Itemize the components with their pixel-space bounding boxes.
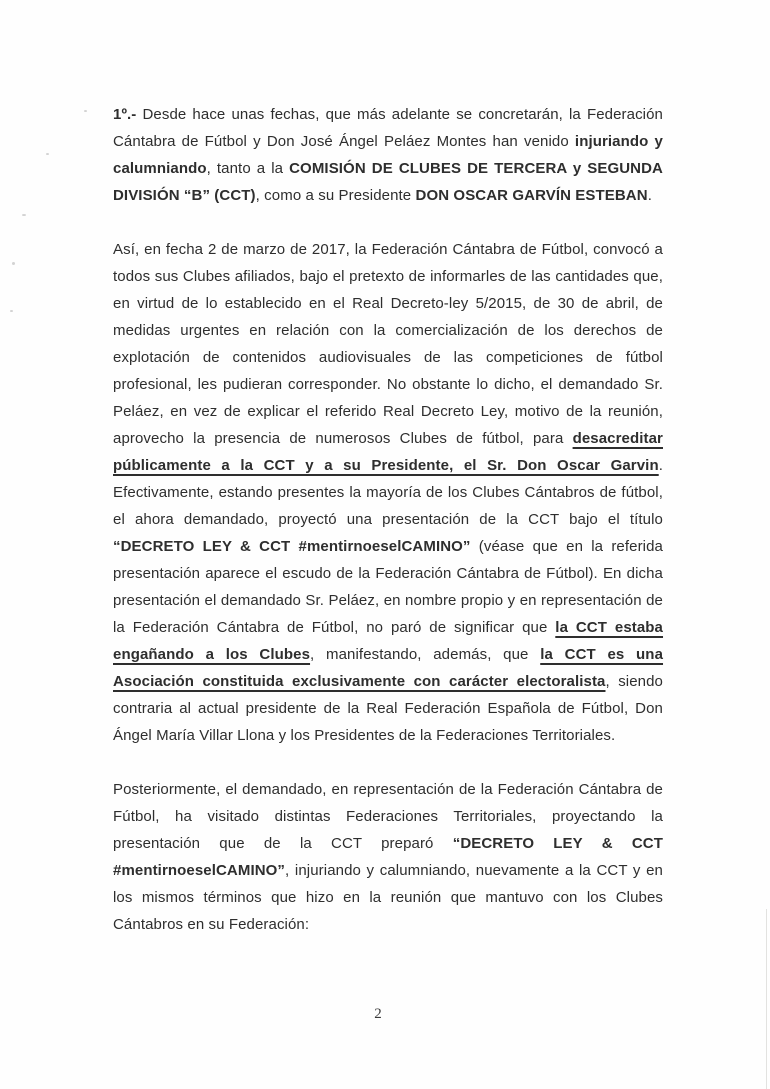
paragraph — [113, 776, 663, 938]
scan-speck — [46, 153, 49, 155]
text-run: desacreditar públicamente a la CCT y a su Presidente, el Sr. Don Oscar Garvin — [113, 430, 663, 474]
text-run: la CCT es una Asociación constituida exclusivamente con carácter electoralista — [113, 646, 664, 690]
text-run: Posteriormente, el demandado, en representación de la Federación Cántabra de Fútbol, ha visitado distintas Federaciones Territoriales, proyectando la presentación que de la CCT preparó — [113, 781, 663, 852]
page-number: 2 — [374, 1006, 382, 1022]
paragraph — [113, 101, 663, 209]
scan-speck — [22, 214, 26, 216]
text-run: “DECRETO LEY & CCT #mentirnoeselCAMINO” — [113, 835, 663, 879]
text-run: (véase que en la referida presentación aparece el escudo de la Federación Cántabra de Fútbol). En dicha presentación el demandado Sr. Peláez, en nombre propio y en representación de la Federación Cántabra de Fútbol, no paró de significar que — [113, 538, 663, 636]
text-run: injuriando y calumniando — [113, 133, 663, 177]
scan-speck — [10, 310, 13, 312]
text-run: DON OSCAR GARVÍN ESTEBAN — [415, 187, 648, 204]
text-run: Desde hace unas fechas, que más adelante se concretarán, la Federación Cántabra de Fútbol y Don José Ángel Peláez Montes han venido — [113, 106, 664, 150]
text-run: “DECRETO LEY & CCT #mentirnoeselCAMINO” — [113, 538, 471, 555]
text-run: Así, en fecha 2 de marzo de 2017, la Federación Cántabra de Fútbol, convocó a todos sus Clubes afiliados, bajo el pretexto de informarles de las cantidades que, en virtud de lo establecido en el Real Decreto-ley 5/2015, de 30 de abril, de medidas urgentes en relación con la comercialización de los derechos de explotación de contenidos audiovisuales de las competiciones de fútbol profesional, les pudieran corresponder. No obstante lo dicho, el demandado Sr. Peláez, en vez de explicar el referido Real Decreto Ley, motivo de la reunión, aprovecho la presencia de numerosos Clubes de fútbol, para — [113, 241, 663, 447]
text-run: , manifestando, además, que — [310, 646, 541, 663]
text-run: 1º.- — [113, 106, 143, 123]
text-run: , como a su Presidente — [255, 187, 416, 204]
text-run: , injuriando y calumniando, nuevamente a la CCT y en los mismos términos que hizo en la reunión que mantuvo con los Clubes Cántabros en su Federación: — [113, 862, 663, 933]
scan-speck — [84, 110, 87, 112]
scan-edge-artifact — [766, 909, 767, 1089]
text-run: , siendo contraria al actual presidente de la Real Federación Española de Fútbol, Don Ángel María Villar Llona y los Presidentes de la Federaciones Territoriales. — [113, 673, 663, 744]
scan-speck — [12, 262, 15, 265]
text-run: COMISIÓN DE CLUBES DE TERCERA y SEGUNDA DIVISIÓN “B” (CCT) — [113, 160, 663, 204]
document-body — [113, 101, 663, 965]
text-run: . — [647, 187, 652, 204]
text-run: . Efectivamente, estando presentes la mayoría de los Clubes Cántabros de fútbol, el ahora demandado, proyectó una presentación de la CCT bajo el título — [113, 457, 663, 528]
text-run: , tanto a la — [206, 160, 290, 177]
text-run: la CCT estaba engañando a los Clubes — [113, 619, 664, 663]
paragraph — [113, 236, 663, 749]
